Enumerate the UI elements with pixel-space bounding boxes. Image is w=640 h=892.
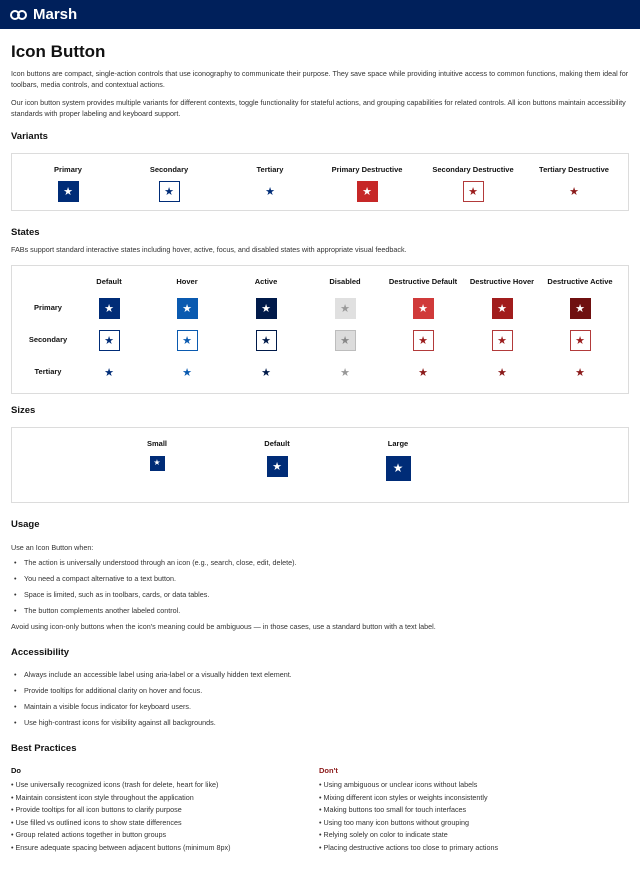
star-icon: ★ xyxy=(104,333,114,347)
variant-icon-button[interactable] xyxy=(564,181,585,202)
state-icon-button[interactable] xyxy=(492,362,513,383)
star-icon: ★ xyxy=(340,301,350,315)
best-practices-heading: Best Practices xyxy=(11,743,77,754)
star-icon: ★ xyxy=(182,333,192,347)
state-icon-button[interactable] xyxy=(570,330,591,351)
usage-list-item xyxy=(14,590,209,599)
dont-list-item: • Mixing different icon styles or weights inconsistently xyxy=(319,792,488,802)
state-icon-button[interactable] xyxy=(335,362,356,383)
state-icon-button[interactable] xyxy=(99,330,120,351)
accessibility-list-item xyxy=(14,702,191,711)
usage-list-item xyxy=(14,558,296,567)
star-icon: ★ xyxy=(418,301,428,315)
state-column-label: Default xyxy=(96,277,122,286)
bullet-icon: • xyxy=(14,574,17,583)
state-column-label: Disabled xyxy=(329,277,361,286)
star-icon: ★ xyxy=(182,365,192,379)
sizes-panel xyxy=(11,427,629,503)
state-row-label: Primary xyxy=(34,303,62,312)
star-icon: ★ xyxy=(182,301,192,315)
bullet-icon: • xyxy=(14,558,17,567)
accessibility-list-item-text: Maintain a visible focus indicator for keyboard users. xyxy=(24,702,191,711)
star-icon: ★ xyxy=(418,333,428,347)
accessibility-list-item-text: Always include an accessible label using aria-label or a visually hidden text element. xyxy=(24,670,292,679)
state-column-label: Destructive Default xyxy=(388,277,458,286)
usage-list-item-text: Space is limited, such as in toolbars, cards, or data tables. xyxy=(24,590,210,599)
variants-heading: Variants xyxy=(11,131,48,142)
usage-list-item-text: The action is universally understood through an icon (e.g., search, close, edit, delete). xyxy=(24,558,297,567)
star-icon: ★ xyxy=(468,184,478,198)
state-icon-button[interactable] xyxy=(177,362,198,383)
state-column-label: Destructive Hover xyxy=(469,277,535,286)
usage-list-item-text: You need a compact alternative to a text button. xyxy=(24,574,176,583)
states-heading: States xyxy=(11,227,40,238)
intro-paragraph-1: Icon buttons are compact, single-action controls that use iconography to communicate their purpose. They save space while providing intuitive access to common functions, making them ideal for toolbars, media controls, and contextual actions. xyxy=(11,69,629,89)
star-icon: ★ xyxy=(272,459,282,473)
star-icon: ★ xyxy=(392,461,404,475)
state-icon-button[interactable] xyxy=(413,362,434,383)
top-navigation-bar xyxy=(0,0,640,29)
dont-list-item: • Placing destructive actions too close to primary actions xyxy=(319,842,499,852)
state-column-label: Destructive Active xyxy=(547,277,613,286)
state-icon-button[interactable] xyxy=(413,330,434,351)
do-list-item: • Group related actions together in button groups xyxy=(11,830,167,839)
state-icon-button[interactable] xyxy=(335,330,356,351)
variant-label: Primary Destructive xyxy=(331,165,403,174)
accessibility-list-item-text: Use high-contrast icons for visibility against all backgrounds. xyxy=(24,718,216,727)
size-icon-button[interactable] xyxy=(150,456,165,471)
star-icon: ★ xyxy=(153,458,161,467)
state-icon-button[interactable] xyxy=(413,298,434,319)
variant-icon-button[interactable] xyxy=(260,181,281,202)
do-list-item: • Ensure adequate spacing between adjacent buttons (minimum 8px) xyxy=(11,842,231,852)
marsh-logo-icon xyxy=(10,9,28,21)
variant-label: Secondary xyxy=(149,165,189,174)
accessibility-list-item xyxy=(14,686,202,695)
state-icon-button[interactable] xyxy=(492,298,513,319)
state-icon-button[interactable] xyxy=(177,298,198,319)
sizes-heading: Sizes xyxy=(11,405,36,416)
star-icon: ★ xyxy=(497,301,507,315)
variant-label: Secondary Destructive xyxy=(432,165,514,174)
size-label: Default xyxy=(264,439,290,448)
state-row-label: Tertiary xyxy=(34,367,62,376)
usage-lead: Use an Icon Button when: xyxy=(11,543,94,552)
variant-icon-button[interactable] xyxy=(58,181,79,202)
brand-name: Marsh xyxy=(33,6,78,23)
usage-avoid-note: Avoid using icon-only buttons when the icon's meaning could be ambiguous — in those cases, use a standard button with a text label. xyxy=(11,622,436,631)
star-icon: ★ xyxy=(104,365,114,379)
do-list-item: • Provide tooltips for all icon buttons to clarify purpose xyxy=(11,805,182,814)
variant-icon-button[interactable] xyxy=(463,181,484,202)
size-label: Large xyxy=(387,439,409,448)
star-icon: ★ xyxy=(575,365,585,379)
variant-label: Tertiary Destructive xyxy=(539,165,609,174)
star-icon: ★ xyxy=(418,365,428,379)
page-title: Icon Button xyxy=(11,42,106,61)
dont-heading: Don't xyxy=(319,766,338,775)
state-row-label: Secondary xyxy=(28,335,68,344)
bullet-icon: • xyxy=(14,718,17,727)
do-heading: Do xyxy=(11,766,21,775)
variant-icon-button[interactable] xyxy=(159,181,180,202)
star-icon: ★ xyxy=(575,301,585,315)
star-icon: ★ xyxy=(497,365,507,379)
brand-logo[interactable] xyxy=(10,6,77,23)
dont-list-item: • Using ambiguous or unclear icons without labels xyxy=(319,780,478,789)
bullet-icon: • xyxy=(14,606,17,615)
intro-paragraph-2: Our icon button system provides multiple variants for different contexts, toggle functionality for stateful actions, and grouping capabilities for related controls. All icon buttons maintain accessibility standards with proper labeling and keyboard support. xyxy=(11,98,626,118)
star-icon: ★ xyxy=(362,184,372,198)
state-icon-button[interactable] xyxy=(99,362,120,383)
star-icon: ★ xyxy=(340,333,350,347)
bullet-icon: • xyxy=(14,670,17,679)
do-list-item: • Use filled vs outlined icons to show state differences xyxy=(11,817,182,827)
star-icon: ★ xyxy=(569,184,579,198)
star-icon: ★ xyxy=(340,365,350,379)
state-icon-button[interactable] xyxy=(99,298,120,319)
state-icon-button[interactable] xyxy=(177,330,198,351)
bullet-icon: • xyxy=(14,702,17,711)
do-list-item: • Maintain consistent icon style throughout the application xyxy=(11,792,194,802)
variant-label: Tertiary xyxy=(256,165,284,174)
states-description: FABs support standard interactive states including hover, active, focus, and disabled states with appropriate visual feedback. xyxy=(11,245,407,254)
variant-label: Primary xyxy=(54,165,82,174)
accessibility-list-item-text: Provide tooltips for additional clarity on hover and focus. xyxy=(24,686,203,695)
do-list-item: • Use universally recognized icons (trash for delete, heart for like) xyxy=(11,780,219,789)
state-column-label: Hover xyxy=(176,277,198,286)
usage-list-item xyxy=(14,606,180,615)
bullet-icon: • xyxy=(14,590,17,599)
dont-list-item: • Relying solely on color to indicate state xyxy=(319,830,448,839)
variants-panel xyxy=(11,153,629,211)
size-icon-button[interactable] xyxy=(267,456,288,477)
star-icon: ★ xyxy=(63,184,73,198)
star-icon: ★ xyxy=(575,333,585,347)
size-icon-button[interactable] xyxy=(386,456,411,481)
state-icon-button[interactable] xyxy=(335,298,356,319)
size-label: Small xyxy=(146,439,167,448)
state-icon-button[interactable] xyxy=(256,330,277,351)
star-icon: ★ xyxy=(164,184,174,198)
state-icon-button[interactable] xyxy=(492,330,513,351)
star-icon: ★ xyxy=(104,301,114,315)
dont-list-item: • Using too many icon buttons without grouping xyxy=(319,817,469,827)
usage-heading: Usage xyxy=(11,519,40,530)
usage-list-item xyxy=(14,574,176,583)
star-icon: ★ xyxy=(261,365,271,379)
accessibility-list-item xyxy=(14,718,216,727)
state-icon-button[interactable] xyxy=(256,362,277,383)
accessibility-heading: Accessibility xyxy=(11,647,70,658)
star-icon: ★ xyxy=(261,333,271,347)
state-icon-button[interactable] xyxy=(570,362,591,383)
bullet-icon: • xyxy=(14,686,17,695)
accessibility-list-item xyxy=(14,670,292,679)
state-icon-button[interactable] xyxy=(256,298,277,319)
dont-list-item: • Making buttons too small for touch interfaces xyxy=(319,805,467,814)
state-icon-button[interactable] xyxy=(570,298,591,319)
variant-icon-button[interactable] xyxy=(357,181,378,202)
states-panel xyxy=(11,265,629,394)
usage-list-item-text: The button complements another labeled control. xyxy=(24,606,181,615)
state-column-label: Active xyxy=(254,277,278,286)
star-icon: ★ xyxy=(497,333,507,347)
star-icon: ★ xyxy=(265,184,275,198)
star-icon: ★ xyxy=(261,301,271,315)
